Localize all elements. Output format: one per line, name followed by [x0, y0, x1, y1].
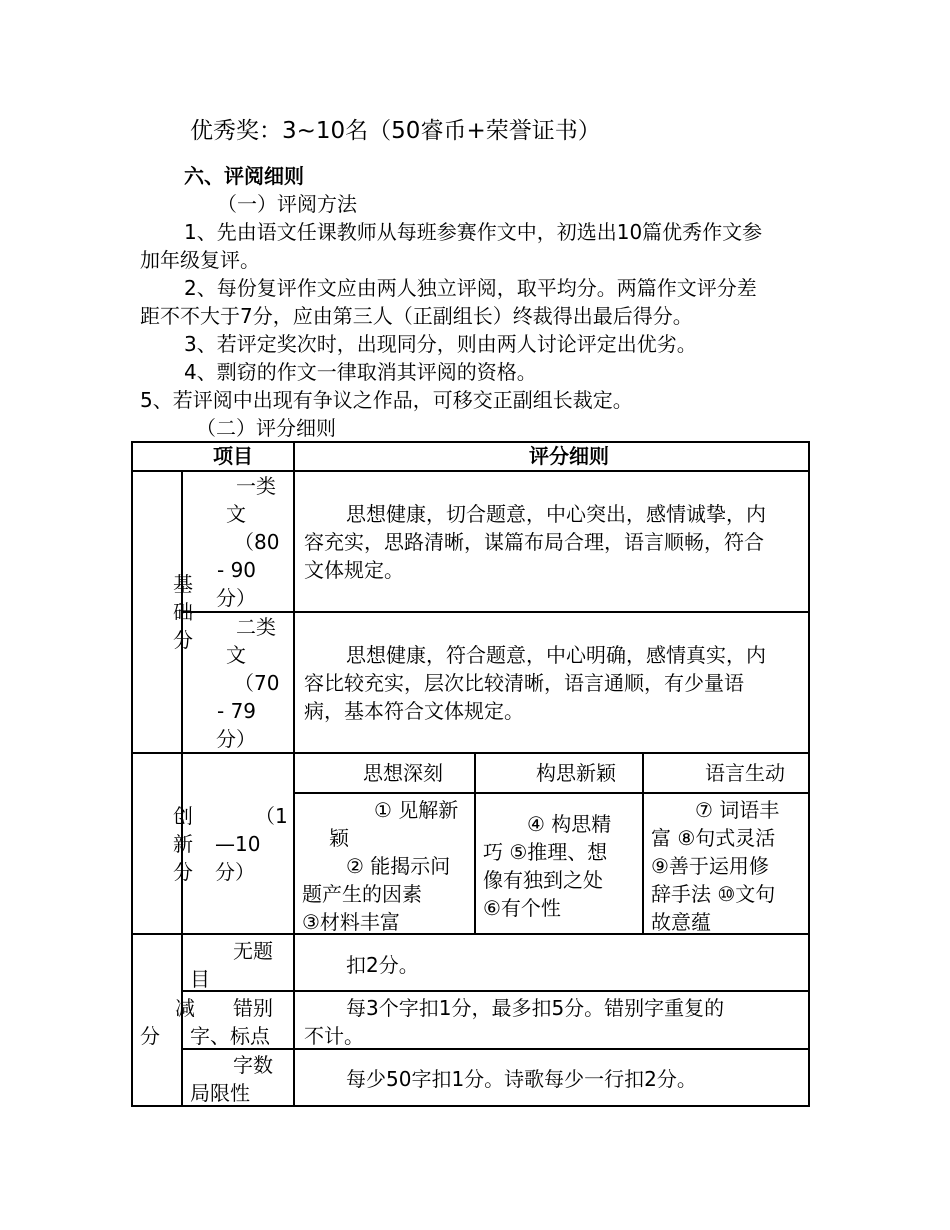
deduction-row2-text: 不计。: [304, 1024, 364, 1048]
class1-text: 文体规定。: [304, 558, 404, 582]
innovation-col2-text: 像有独到之处: [483, 868, 603, 892]
innovation-col1-text: ② 能揭示问: [346, 854, 451, 878]
innovation-col1-text: 题产生的因素: [302, 882, 422, 906]
header-item: 项目: [213, 444, 253, 468]
class1-label: 一类: [236, 474, 276, 498]
table-rule: [293, 441, 295, 1105]
class2-text: 思想健康，符合题意，中心明确，感情真实，内: [346, 643, 766, 667]
table-rule: [181, 1048, 810, 1050]
class1-label: 分）: [216, 586, 256, 610]
rule-2-line-2: 距不不大于7分，应由第三人（正副组长）终裁得出最后得分。: [140, 304, 693, 328]
class2-text: 容比较充实，层次比较清晰，语言通顺，有少量语: [304, 671, 744, 695]
innovation-group-label: 新: [173, 832, 193, 856]
subsection-title-scoring: （二）评分细则: [196, 416, 336, 440]
rule-1-line-2: 加年级复评。: [140, 248, 260, 272]
innovation-group-label: 分: [173, 860, 193, 884]
table-rule: [642, 752, 644, 933]
innovation-col3-text: 故意蕴: [651, 910, 711, 934]
deduction-row3-text: 每少50字扣1分。诗歌每少一行扣2分。: [346, 1067, 697, 1091]
innovation-col3-text: 辞手法 ⑩文句: [651, 882, 776, 906]
table-border-left: [131, 441, 133, 1106]
deduction-row2-label: 错别: [233, 996, 273, 1020]
class1-label: 文: [226, 502, 246, 526]
class2-label: 二类: [236, 615, 276, 639]
class1-label: - 90: [217, 558, 257, 582]
table-rule: [474, 752, 476, 933]
class2-label: - 79: [217, 699, 257, 723]
rule-2-line-1: 2、每份复评作文应由两人独立评阅，取平均分。两篇作文评分差: [184, 276, 757, 300]
deduction-row1-text: 扣2分。: [346, 953, 419, 977]
deduction-row1-label: 目: [190, 967, 210, 991]
innovation-range: —10: [215, 832, 261, 856]
innovation-col3-text: 富 ⑧句式灵活: [651, 826, 776, 850]
class1-label: （80: [234, 530, 280, 554]
innovation-range: 分）: [215, 860, 255, 884]
table-border-right: [808, 441, 810, 1106]
class2-label: 分）: [216, 727, 256, 751]
rule-5: 5、若评阅中出现有争议之作品，可移交正副组长裁定。: [140, 388, 633, 412]
innovation-col3-text: ⑦ 词语丰: [695, 798, 780, 822]
class1-text: 容充实，思路清晰，谋篇布局合理，语言顺畅，符合: [304, 530, 764, 554]
basic-group-label: 础: [173, 600, 193, 624]
scoring-table: [131, 441, 810, 1106]
table-rule: [131, 470, 810, 472]
innovation-col1-text: ③材料丰富: [302, 910, 400, 934]
basic-group-label: 基: [173, 572, 193, 596]
deduction-row2-label: 字、标点: [190, 1024, 270, 1048]
innovation-col1-text: 颖: [329, 826, 349, 850]
innovation-range: （1: [255, 804, 288, 828]
innovation-col-head-language: 语言生动: [705, 761, 785, 785]
innovation-col-head-novelty: 构思新颖: [536, 761, 616, 785]
deduction-row1-label: 无题: [233, 939, 273, 963]
basic-group-label: 分: [173, 628, 193, 652]
table-rule: [181, 990, 810, 992]
deduction-row3-label: 局限性: [190, 1081, 250, 1105]
rule-4: 4、剽窃的作文一律取消其评阅的资格。: [184, 360, 537, 384]
innovation-col2-text: ⑥有个性: [483, 896, 561, 920]
table-rule: [293, 792, 810, 794]
class1-text: 思想健康，切合题意，中心突出，感情诚挚，内: [346, 502, 766, 526]
innovation-col-head-depth: 思想深刻: [363, 761, 443, 785]
innovation-col2-text: ④ 构思精: [527, 812, 612, 836]
deduction-row2-text: 每3个字扣1分，最多扣5分。错别字重复的: [346, 996, 725, 1020]
innovation-col1-text: ① 见解新: [374, 798, 459, 822]
class2-label: （70: [234, 671, 280, 695]
innovation-group-label: 创: [173, 804, 193, 828]
header-detail: 评分细则: [529, 444, 609, 468]
class2-label: 文: [226, 643, 246, 667]
deduction-row3-label: 字数: [233, 1053, 273, 1077]
innovation-col2-text: 巧 ⑤推理、想: [483, 840, 608, 864]
deduction-group-label: 减: [175, 996, 195, 1020]
deduction-group-label: 分: [140, 1024, 160, 1048]
award-line: 优秀奖：3~10名（50睿币+荣誉证书）: [190, 118, 601, 144]
class2-text: 病，基本符合文体规定。: [304, 699, 524, 723]
section-title: 六、评阅细则: [184, 164, 304, 188]
rule-1-line-1: 1、先由语文任课教师从每班参赛作文中，初选出10篇优秀作文参: [184, 220, 763, 244]
innovation-col3-text: ⑨善于运用修: [651, 854, 769, 878]
rule-3: 3、若评定奖次时，出现同分，则由两人讨论评定出优劣。: [184, 332, 697, 356]
subsection-title-method: （一）评阅方法: [217, 192, 357, 216]
